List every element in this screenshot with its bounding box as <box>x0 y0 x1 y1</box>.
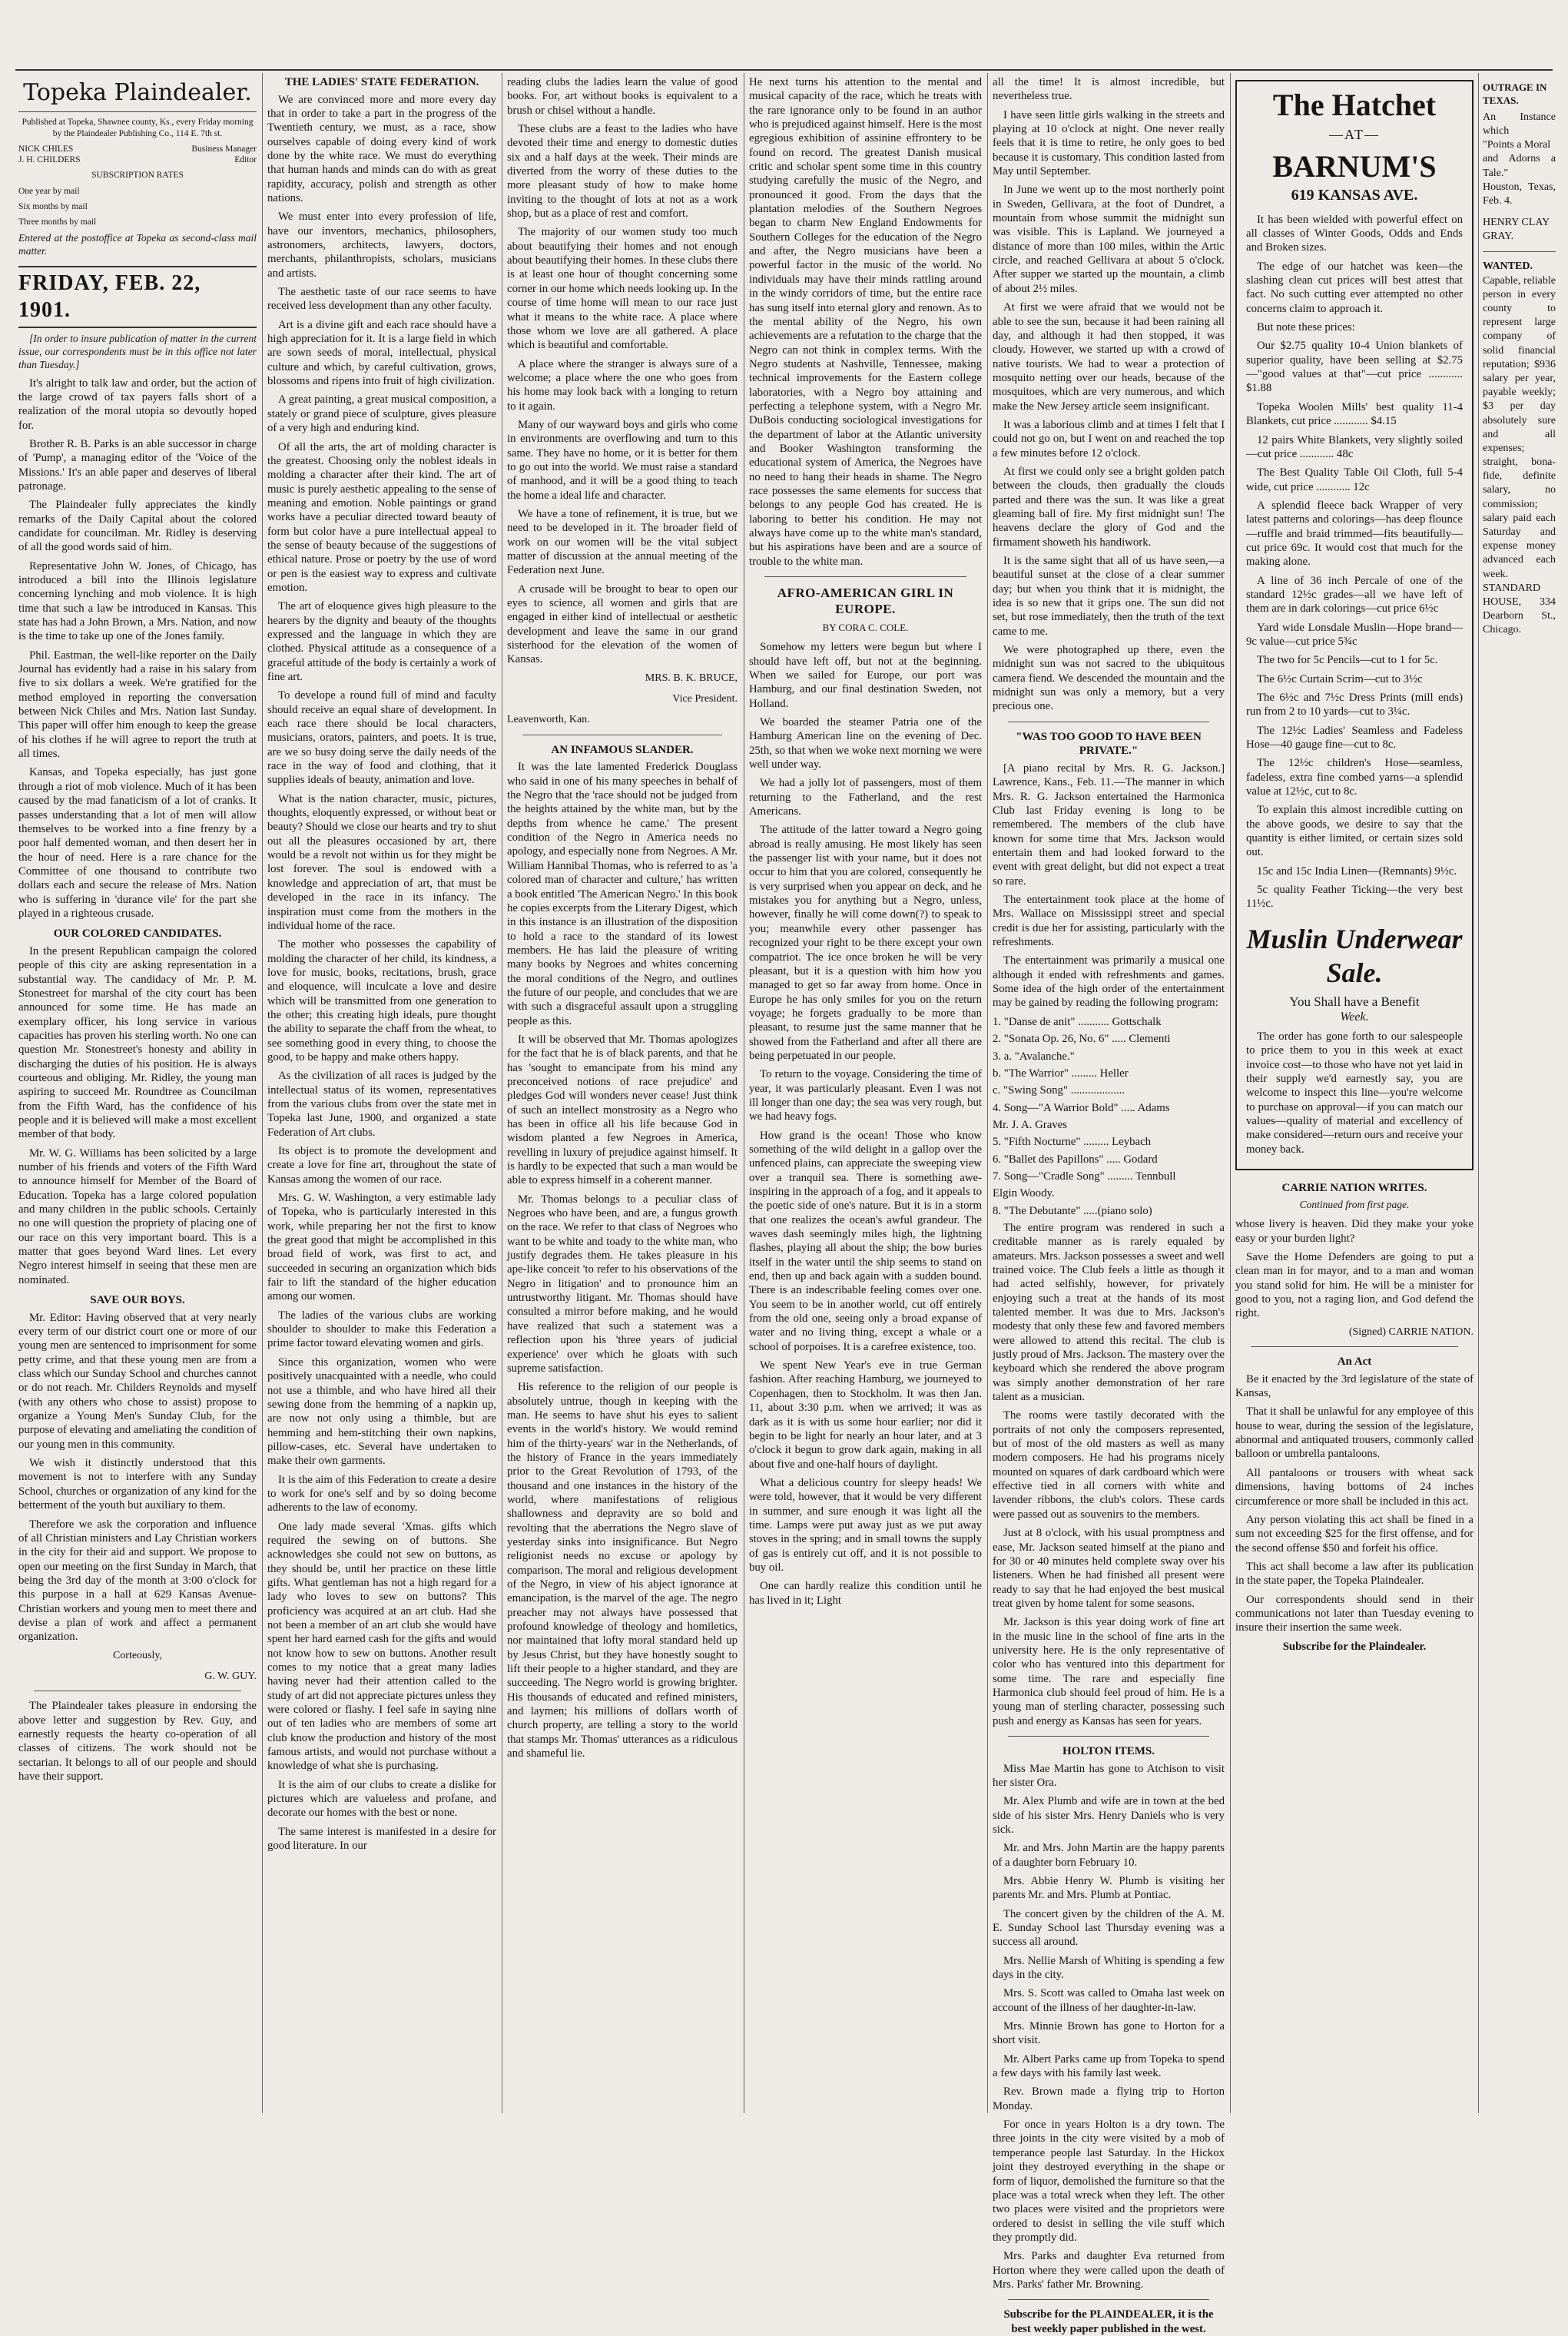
paragraph: Somehow my letters were begun but where I should have left off, but not at the beginning. When we sailed for Europe, our port was Hamburg, and our final destination Sweden, not Holland. <box>749 641 982 710</box>
paragraph: We boarded the steamer Patria one of the Hamburg American line on the evening of Dec. 25th, so that when we woke next morning we were well under way. <box>749 716 982 771</box>
column-5 <box>993 75 1225 2335</box>
news-item: The concert given by the children of the A. M. E. Sunday School last Thursday evening was a success all around. <box>993 1907 1225 1949</box>
news-item: Mrs. Nellie Marsh of Whiting is spending a few days in the city. <box>993 1954 1225 1982</box>
program-item: b. "The Warrior" ......... Heller <box>993 1067 1129 1080</box>
paragraph: Mr. W. G. Williams has been solicited by a large number of his friends and voters of the Fifth Ward to announce himself for Member of the Board of Education. Topeka has a large colored population and many children in the public schools. Certainly no one will question the propriety of placing one of our race on this very important board. This is a matter that goes beyond Ward lines. Let every Negro interest himself in seeing that these men are nominated. <box>18 1146 257 1286</box>
headline-carrie-nation: CARRIE NATION WRITES. <box>1281 1182 1427 1195</box>
ad-price-item: The Best Quality Table Oil Cloth, full 5-4 wide, cut price ............ 12c <box>1246 466 1463 493</box>
staff-role: Editor <box>234 155 257 165</box>
ad-address: 619 KANSAS AVE. <box>1291 186 1418 204</box>
program-list <box>993 1015 1225 1218</box>
paragraph: Art is a divine gift and each race should have a high appreciation for it. It is a large field in which are sown seeds of moral, intellectual, physical culture and which, by careful cultivation, grows, blossoms and ripens into fruit of high civilization. <box>267 318 496 388</box>
paragraph: The Plaindealer takes pleasure in endorsing the above letter and suggestion by Rev. Guy, and earnestly requests the hearty co-operation of all classes of citizens. The work should not be sectarian. It belongs to all of our people and should have their support. <box>18 1700 257 1784</box>
paragraph: Our correspondents should send in their communications not later than Tuesday evening to insure their insertion the same week. <box>1235 1593 1474 1634</box>
ad-price-item: 12 pairs White Blankets, very slightly soiled—cut price ............ 48c <box>1246 433 1463 460</box>
paragraph: A great painting, a great musical composition, a stately or grand piece of sculpture, gives pleasure of a very high and enduring kind. <box>267 393 496 435</box>
paragraph: The mother who possesses the capability of molding the character of her child, its kindness, a love for music, books, recitations, brush, grace and eloquence, will inculcate a love and desire which will be transmitted from one generation to the other; this creating high ideals, pure thought the ability to separate the chaff from the wheat, to see something good in every thing, to choose the good, to be happy and make others happy. <box>267 938 496 1063</box>
subscribe-notice: Subscribe for the PLAINDEALER, it is the best weekly paper published in the west. <box>1003 2308 1214 2335</box>
ad-price-item: The 6½c Curtain Scrim—cut to 3½c <box>1257 672 1423 685</box>
ad-paragraph: It has been wielded with powerful effect on all classes of Winter Goods, Odds and Ends and Broken sizes. <box>1246 213 1463 254</box>
program-item: 5. "Fifth Nocturne" ......... Leybach <box>993 1136 1152 1149</box>
paragraph: What is the nation character, music, pictures, thoughts, eloquently expressed, or without beat or beauty? Should we close our hearts and try to shut out all the pleasures occasioned by art, there would be a revolt not within us for they might be lost forever. The soul is endowed with a knowledge and appreciation of art, that must be developed in the race in its infancy. The inspiration must come from the mothers in the individual home of the race. <box>267 792 496 932</box>
paragraph: As the civilization of all races is judged by the intellectual status of its women, representatives from the various clubs from over the state met in Topeka last June, 1900, and organized a state Federation of Art clubs. <box>267 1070 496 1139</box>
headline-afro-american-girl: AFRO-AMERICAN GIRL IN EUROPE. <box>777 586 954 617</box>
news-item: Mrs. Parks and daughter Eva returned from Horton where they were called upon the death of Mrs. Parks' father Mr. Browning. <box>993 2250 1225 2291</box>
byline: BY CORA C. COLE. <box>822 622 909 634</box>
paragraph: At first we were afraid that we would not be able to see the sun, because it had been raining all day, and although it had then stopped, it was cloudy. However, we started up with a crowd of native tourists. We had to wear a protection of mosquito netting over our heads, because of the mosquitoes, which are very numerous, and which make the New Jersey article seem insignificant. <box>993 301 1225 413</box>
program-item: 8. "The Debutante" .....(piano solo) <box>993 1204 1152 1217</box>
paragraph: His reference to the religion of our people is absolutely untrue, though in keeping with the man. He seems to have shut his eyes to salient events in the world's history. We would remind him of the thirty-years' war in the Netherlands, of the history of France in the years immediately prior to the Great Revolution of 1793, of the thousand and one instances in the history of the world, where manifestations of religious shallowness and depravity are so bold and revolting that the aberrations the Negro slave of yesterday sinks into insignificance. But Negro religionist needs no excuse or apology by comparison. The moral and religious development of the Negro, in view of his abject ignorance at emancipation, is the marvel of the age. The negro preacher may not always have possessed that profound knowledge of theology and homiletics, nor maintained that lofty moral standard held up by Jesus Christ, but they have honestly sought to lift their people to a higher standard, and they are succeeding. The Negro world is growing brighter. His thousands of educated and refined ministers, and laymen; his millions of dollars worth of church property, are telling a story to the world that stamps Mr. Thomas' utterances as a ridiculous and shameful lie. <box>507 1381 738 1760</box>
ad-price-item: A splendid fleece back Wrapper of very latest patterns and colorings—has deep flounce—ruffle and braid trimmed—fits beautifully—cut price 69c. It would cost that much for the making alone. <box>1246 499 1463 569</box>
paragraph: whose livery is heaven. Did they make your yoke easy or your burden light? <box>1235 1218 1474 1245</box>
paragraph: Mrs. G. W. Washington, a very estimable lady of Topeka, who is particularly interested in this work, while preparing her not the first to know the great good that might be accomplished in this broad field of work, was first to act, and succeeded in securing an organization which bids fair to lift the standard of the higher education among our women. <box>267 1192 496 1303</box>
paragraph: We must enter into every profession of life, have our inventors, mechanics, philosophers, astronomers, architects, lawyers, doctors, merchants, philanthropists, scholars, musicians and artists. <box>267 211 496 280</box>
muslin-sale-heading: Muslin Underwear Sale. <box>1246 923 1463 989</box>
column-3 <box>507 75 738 2112</box>
ad-price-item: The 12½c children's Hose—seamless, fadeless, extra fine combed yarns—a splendid value at 12½c, cut to 8c. <box>1246 757 1463 798</box>
news-item: For once in years Holton is a dry town. The three joints in the city were visited by a mob of temperance people last Saturday. In the Hickox joint they destroyed everything in the shape or form of liquor, demolished the furniture so that the place was a total wreck when they left. The other two places were visited and the proprietors were ordered to desist in selling the vile stuff which they promptly did. <box>993 2119 1225 2244</box>
paragraph: The same interest is manifested in a desire for good literature. In our <box>267 1825 496 1853</box>
paragraph: Representative John W. Jones, of Chicago, has introduced a bill into the Illinois legislature concerning lynching and mob violence. It is high time that such a law be introduced in Kansas. This state has had a John Brown, a Mrs. Nation, and now is the time to take up one of the Jones family. <box>18 559 257 643</box>
paragraph: The art of eloquence gives high pleasure to the hearers by the dignity and beauty of the thoughts expressed and the language in which they are clothed. Physical attitude as a consequence of a graceful attitude of the body is certainly a work of fine art. <box>267 600 496 683</box>
paragraph: Kansas, and Topeka especially, has just gone through a riot of mob violence. Much of it has been caused by the mad fanaticism of a lot of cranks. It passes understanding that a lot of men will allow themselves to be worked into a fine frenzy by a poor half demented woman, and then desert her in the hour of need. Here is a rare chance for the Committee of one thousand to contribute two dollars each and secure the release of Mrs. Nation who is suffering in 'durance vile' for the part she played in a righteous crusade. <box>18 766 257 920</box>
paragraph: The attitude of the latter toward a Negro going abroad is really amusing. He most likely has seen the passenger list with your name, but it does not occur to him that you are colored, consequently he is very surprised when you appear on deck, and he mistakes you for anything but a Negro, unless, however, finally he will come down(?) to speak to you; meanwhile every other passenger has recognized your right to be there except your own compatriot. The ice once broken he will be very pleasant, but it is a question with him how you managed to get so far away from home. Once in Europe he has only smiles for you on the return voyage; he forgets gradually to be more than pleasant, to resume just the same manner that he showed from the Fatherland and after all there are being perpetuated in our people. <box>749 824 982 1062</box>
paragraph: Of all the arts, the art of molding character is the greatest. Choosing only the noblest ideals in molding a character after their kind. The art of music is purely aesthetic appealing to the sense of meaning and emotion. Noble paintings or grand works have a peculiar directed toward beauty of form but color have a pure intellectual appeal to the sense of beauty because of the suggestions of ethical nature. Prose or poetry by the use of word or pen is the easiest way to express and cultivate emotion. <box>267 440 496 594</box>
headline-save-our-boys: SAVE OUR BOYS. <box>90 1294 185 1307</box>
ad-paragraph: The order has gone forth to our salespeople to price them to you in this week at exact invoice cost—to those who have not yet laid in their supply we'd earnestly say, you are welcome to inspect this line—you're welcome to purchase on approval—if you can match our values—quality of material and excellency of make considered—return ours and receive your money back. <box>1246 1030 1463 1156</box>
paragraph: A place where the stranger is always sure of a welcome; a place where the one who goes from his home may look back with a longing to return to it again. <box>507 357 738 413</box>
signature: MRS. B. K. BRUCE, <box>645 672 738 684</box>
headline-an-act: An Act <box>1337 1355 1372 1369</box>
subscription-rate: Three months by mail <box>18 217 97 227</box>
top-rule <box>15 69 1553 71</box>
paragraph: Many of our wayward boys and girls who come in environments are overflowing and turn to this same. They have no home, or it is better for them to go out into the world. We must raise a standard of manhood, and it will be a good thing to teach the home a ideal life and character. <box>507 418 738 502</box>
column-6 <box>1235 75 1474 2112</box>
ad-price-item: The 6½c and 7½c Dress Prints (mill ends) run from 2 to 10 yards—cut to 3¼c. <box>1246 692 1463 718</box>
headline-colored-candidates: OUR COLORED CANDIDATES. <box>53 927 222 941</box>
paragraph: reading clubs the ladies learn the value of good books. For, art without books is equivalent to a brush or chisel without a handle. <box>507 76 738 117</box>
paragraph: Mr. Editor: Having observed that at very nearly every term of our district court one or more of our young men are sentenced to imprisonment for some petty crime, and that these young men are from a class which our Sunday School and churches cannot or do not reach. Mr. Childers Reynolds and myself (with any others who chose to assist) propose to organize a Young Men's Sunday Club, for the purpose of elevating and ameliating the condition of our young men in this community. <box>18 1311 257 1451</box>
program-item: 6. "Ballet des Papillons" ..... Godard <box>993 1153 1158 1166</box>
news-item: Miss Mae Martin has gone to Atchison to visit her sister Ora. <box>993 1762 1225 1789</box>
paragraph: Just at 8 o'clock, with his usual promptness and ease, Mr. Jackson seated himself at the piano and for 30 or 40 minutes held complete sway over his listeners. When he had finished all present were ready to say that he had enjoyed the best musical treat given by home talent for some seasons. <box>993 1527 1225 1610</box>
news-item: Mr. Albert Parks came up from Topeka to spend a few days with his family last week. <box>993 2052 1225 2080</box>
publication-info: Published at Topeka, Shawnee county, Ks., every Friday morning by the Plaindealer Publishing Co., 114 E. 7th st. <box>22 118 254 138</box>
wanted-text: Capable, reliable person in every county to represent large company of solid financial reputation; $936 salary per year, payable weekly; $3 per day absolutely sure and all expenses; straight, bona-fide, definite salary, no commission; salary paid each Saturday and expense money advanced each week. STANDARD HOUSE, 334 Dearborn St., Chicago. <box>1483 274 1556 636</box>
paragraph: The Plaindealer fully appreciates the kindly remarks of the Daily Capital about the colored candidate for councilman. Mr. Ridley is deserving of all the good words said of him. <box>18 499 257 554</box>
barnums-advertisement <box>1235 80 1474 1170</box>
ad-price-item: 5c quality Feather Ticking—the very best 11½c. <box>1246 884 1463 911</box>
headline-infamous-slander: AN INFAMOUS SLANDER. <box>551 743 694 756</box>
paragraph: It's alright to talk law and order, but the action of the large crowd of tax payers falls short of a realization of the moral utopia so devoutly hoped for. <box>18 377 257 432</box>
paragraph: That it shall be unlawful for any employee of this house to wear, during the session of the legislature, abnormal and antiquated trousers, commonly called balloon or umbrella pantaloons. <box>1235 1405 1474 1461</box>
paragraph: I have seen little girls walking in the streets and playing at 10 o'clock at night. One never really feels that it is time to retire, he only goes to bed because it is customary. This condition lasted from May until September. <box>993 108 1225 178</box>
headline-ladies-federation: THE LADIES' STATE FEDERATION. <box>284 76 479 88</box>
wanted-heading: WANTED. <box>1483 260 1533 273</box>
paragraph: We were photographed up there, even the midnight sun was not sacred to the ubiquitous camera fiend. We descended the mountain and the midnight sun was only a memory, but a very precious one. <box>993 644 1225 713</box>
paragraph: He next turns his attention to the mental and musical capacity of the race, which he treats with the rare ignorance only to be found in an author who is prejudiced against himself. Here is the most egregious exhibition of assinine effrontery to be found on record. The greatest Danish musical critic and scholar spent some time in this country studying carefully the music of the Negro, and pronounced it good. From the days that the plantation melodies of the Southern Negroes began to charm New England Endowments for Southern Colleges for the education of the Negro and after, the Negro musicians have been a powerful factor in the music of the world. No individuals may have their minds rattling around in the windy corridors of time, but the entire race has sung itself into eternal glory and renown. As to the mental ability of the Negro, his own achievements are a refutation to the charge that the Negro can not think in complex terms. With the Negro students at Nashville, Tennessee, making technical improvements for the Eastern college laboratories, with a Negro boy attaining and perfecting a telephone system, with a Negro Mr. DuBois conducting sociological investigations for the department of labor at the Atlantic university and Booker Washington transforming the educational system of America, the Negroes have no need to hang their heads in shame. The Negro race possesses the same elements for success that belongs to any people God has created. He is laboring to better his condition. He may not always have come up to the white man's standard, but his aspirations have been and are a source of trouble to the white man. <box>749 76 982 568</box>
letter-closing: Corteously, <box>112 1649 163 1661</box>
subscription-rate: Six months by mail <box>18 201 88 211</box>
paragraph: The ladies of the various clubs are working shoulder to shoulder to make this Federation a prime factor toward elevating women and girls. <box>267 1309 496 1350</box>
paragraph: The entire program was rendered in such a creditable manner as is rarely equaled by amateurs. Mrs. Jackson possesses a sweet and well trained voice. The Club feels a little as though it had acted selfishly, however, for privately enjoying such a treat at the hands of its most talented member. It was due to Mrs. Jackson's modesty that only these few and favored members were allowed to attend this recital. The club is justly proud of Mrs. Jackson. The mastery over the keyboard which she rendered the above program was simply another demonstration of her rare talent as a musician. <box>993 1221 1225 1404</box>
program-item: 4. Song—"A Warrior Bold" ..... Adams <box>993 1101 1170 1114</box>
ad-title: The Hatchet <box>1272 88 1437 122</box>
paragraph: What a delicious country for sleepy heads! We were told, however, that it would be very different in summer, and sure enough it was light all the time. Lamps were put away just as we put away stoves in the spring; and in small towns the supply of gas is entirely cut off, and it is not possible to buy oil. <box>749 1476 982 1574</box>
program-item: c. "Swing Song" ................... <box>993 1084 1125 1097</box>
paragraph: One lady made several 'Xmas. gifts which required the sewing on of buttons. She acknowledges she could not sew on buttons, as they should be, until her practice on these little gifts. What gentleman has not a high regard for a lady who loves to sew on buttons? This proficiency was acquired at an art club. Had she not been a member of an art club she would have spent her hard earned cash for the gifts and would not know how to sew on buttons. Another result comes to my notice that a great many ladies having never had their attention called to the study of art did not appreciate pictures unless they were colored or flashy. I feel safe in saying nine out of ten ladies who are members of some art club know the production and history of the most famous artists, and would not purchase without a knowledge of what she is purchasing. <box>267 1520 496 1773</box>
program-item: Mr. J. A. Graves <box>993 1118 1067 1131</box>
letter-signature: G. W. GUY. <box>204 1670 257 1682</box>
paragraph: The entertainment was primarily a musical one although it ended with refreshments and games. Some idea of the high order of the entertainment may be gained by reading the following program: <box>993 954 1225 1010</box>
carrie-signature: (Signed) CARRIE NATION. <box>1348 1326 1474 1338</box>
headline-holton-items: HOLTON ITEMS. <box>1062 1744 1155 1757</box>
paragraph: We are convinced more and more every day that in order to take a part in the progress of the Twentieth century, we must, as a race, show ourselves capable of doing every kind of work done by the white race. We must do everything that human hands and minds can do with as great rapidity, accuracy, polish and strength as other nations. <box>267 93 496 204</box>
divider <box>1251 1346 1458 1347</box>
paragraph: We spent New Year's eve in true German fashion. After reaching Hamburg, we journeyed to Copenhagen, then to Stockholm. It was then Jan. 11, about 3:30 p.m. when we arrived; it was as dark as it is with us some hour earlier; nor did it begin to be light for nearly an hour later, and at 3 o'clock it begun to grow dark again, making in all about five and one-half hours of daylight. <box>749 1359 982 1471</box>
texas-signature: HENRY CLAY GRAY. <box>1483 217 1550 243</box>
ad-paragraph: But note these prices: <box>1257 321 1355 334</box>
column-4 <box>749 75 982 2112</box>
paragraph: Mr. Jackson is this year doing work of fine art in the music line in the school of fine arts in the university here. He is the only representative of color who has ventured into this department for some time. The rare and especially fine Harmonica club should feel proud of him. He is a young man of sterling character, possessing such push and energy as Kansas has seen for years. <box>993 1616 1225 1727</box>
column-rule <box>987 73 988 2113</box>
program-item: 3. a. "Avalanche." <box>993 1050 1075 1063</box>
column-1 <box>18 75 257 2112</box>
paragraph: It is the aim of this Federation to create a desire to work for one's self and by so doing become adherents to the law of economy. <box>267 1473 496 1515</box>
divider <box>764 576 966 577</box>
paragraph: We had a jolly lot of passengers, most of them returning to the Fatherland, and the rest Americans. <box>749 777 982 818</box>
paragraph: It was the late lamented Frederick Douglass who said in one of his many speeches in behalf of the Negro that the 'race should not be judged from the heights attained by the white man, but by the depths from whence he came.' The present condition of the Negro in America needs no apology, and especially none from Negroes. A Mr. William Hannibal Thomas, who is referred to as 'a colored man of character and culture,' has written a book entitled 'The American Negro.' In this book he copies excerpts from the Literary Digest, which in this instance is an illustration of the disposition to hold a race to the standard of its lowest members. He has laid the pleasure of writing many books by Negroes and whites concerning the moral conditions of the Negro, and outlines the future of our people, and concludes that we are with such a disgraceful assault upon a struggling people as this. <box>507 761 738 1027</box>
paragraph: One can hardly realize this condition until he has lived in it; Light <box>749 1580 982 1607</box>
paragraph: To develope a round full of mind and faculty should receive an equal share of development. In each race there should be local characters, musicians, orators, painters, and poets. It is true, are we so busy doing serve the daily needs of the race in the way of food and clothing, that it supplies ideals of beauty, animation and love. <box>267 689 496 787</box>
ad-price-item: The two for 5c Pencils—cut to 1 for 5c. <box>1257 654 1438 667</box>
staff-row-2 <box>18 154 257 165</box>
column-2 <box>267 75 496 2112</box>
paragraph: How grand is the ocean! Those who know something of the wild delight in a gallop over the unfenced plains, can appreciate the sweeping view over a tranquil sea. There is something awe-inspiring in the approach of a fog, and it appeals to the poetic side of one's nature. But it is in a storm that one realizes the ocean's awful grandeur. The waves dash seemingly miles high, the lightning flashes, playing all about the ship; the bow buries itself in the water until the ship seems to stand on end, then up and back again with a sudden bound. There is an indescribable feeling comes over one. You seem to be in another world, cut off entirely from the old one, seeing only a broad expanse of water and no living thing, except a whale or a school of porpoises. It is a carefree existence, too. <box>749 1129 982 1353</box>
ad-price-item: The 12½c Ladies' Seamless and Fadeless Hose—40 gauge fine—cut to 8c. <box>1246 724 1463 752</box>
paragraph: It is the aim of our clubs to create a dislike for pictures which are valueless and profane, and decorate our homes with the best or none. <box>267 1778 496 1820</box>
paragraph: Brother R. B. Parks is an able successor in charge of 'Pump', a managing editor of the 'Voice of the Missions.' It's an able paper and deserves of liberal patronage. <box>18 437 257 493</box>
paragraph: Be it enacted by the 3rd legislature of the state of Kansas, <box>1235 1372 1474 1400</box>
paragraph: Its object is to promote the development and create a love for fine art, throughout the state of Kansas among the women of our race. <box>267 1145 496 1186</box>
paragraph: Therefore we ask the corporation and influence of all Christian ministers and Lay Christian workers in the city for their aid and support. We propose to open our meeting on the first Sunday in March, that being the 3rd day of the month at 3:00 o'clock for this purpose in a hall at 629 Kansas Avenue-Christian workers and young men to meet there and devise a plan of work and affect a permanent organization. <box>18 1518 257 1644</box>
paragraph: This act shall become a law after its publication in the state paper, the Topeka Plaindealer. <box>1235 1560 1474 1588</box>
paragraph: We have a tone of refinement, it is true, but we need to be developed in it. The broader field of work on our women will be the vital subject matter of discussion at the annual meeting of the Federation next June. <box>507 507 738 577</box>
paragraph: It is the same sight that all of us have seen,—a beautiful sunset at the close of a clear summer day; but when you think that it is midnight, the idea is so new that it grips one. The sun did not set, but rose immediately, then the truth of the text came to me. <box>993 555 1225 638</box>
paragraph: Any person violating this act shall be fined in a sum not exceeding $25 for the first offense, and for the second offense $50 and forfeit his office. <box>1235 1513 1474 1555</box>
staff-name: NICK CHILES <box>18 144 74 154</box>
issue-date: FRIDAY, FEB. 22, 1901. <box>18 266 257 328</box>
paragraph: It will be observed that Mr. Thomas apologizes for the fact that he is of black parents, and that he has 'sought to emancipate from his mind any preconceived notions of race prejudice' and pledges God will wonders never cease! Just think of such an intellect monstrosity as a Negro who has been in office all his life because God in wisdom planted a few Negroes in America, revelling in luxury of prejudice against himself. It is hardly to be expected that such a man would be able to express himself in a coherent manner. <box>507 1033 738 1187</box>
headline-outrage-texas: OUTRAGE IN TEXAS. <box>1483 81 1547 106</box>
continued-note: Continued from first page. <box>1299 1198 1410 1210</box>
subscription-rate: One year by mail <box>18 186 80 196</box>
paragraph: In the present Republican campaign the colored people of this city are asking representation in a substantial way. The candidacy of Mr. P. M. Stonestreet for marshal of the city court has been announced for some time. He has made an exemplary officer, his long service in various capacities has proven his sterling worth. No one can question Mr. Stonestreet's honesty and ability in discharging the duties of his position. He is always courteous and obliging. Mr. Ridley, the young man aspiring to succeed Mr. Roundtree as Councilman from the Fifth Ward, has the confidence of his people and it is believed will make a most excellent member of that body. <box>18 944 257 1141</box>
program-item: 7. Song—"Cradle Song" ......... Tennbull <box>993 1170 1176 1183</box>
paragraph: Save the Home Defenders are going to put a clean man in for mayor, and to a man and woman you stand solid for him. He will be a minister for good to you, not a raging lion, and God defend the right. <box>1235 1251 1474 1320</box>
entered-notice: Entered at the postoffice at Topeka as second-class mail matter. <box>18 232 257 257</box>
paragraph: To return to the voyage. Considering the time of year, it was particularly pleasant. Even I was not ill longer than one day; the sea was very rough, but we had heavy fogs. <box>749 1068 982 1123</box>
paragraph: all the time! It is almost incredible, but nevertheless true. <box>993 76 1225 103</box>
column-rule <box>1478 73 1479 2113</box>
staff-name: J. H. CHILDERS <box>18 155 81 165</box>
paragraph: At first we could only see a bright golden patch between the clouds, then gradually the clouds parted and there was the sun. It was like a great gleaming ball of fire. My first midnight sun! The heavens declare the glory of God and the firmament showeth his handiwork. <box>993 465 1225 549</box>
masthead-title: Topeka Plaindealer. <box>18 78 257 112</box>
divider <box>1483 251 1556 252</box>
program-item: 1. "Danse de anit" ........... Gottschalk <box>993 1015 1162 1028</box>
divider <box>1008 2299 1209 2300</box>
ad-store-name: BARNUM'S <box>1272 149 1437 184</box>
ad-price-item: Topeka Woolen Mills' best quality 11-4 Blankets, cut price ............ $4.15 <box>1246 400 1463 428</box>
paragraph: In June we went up to the most northerly point in Sweden, Gellivara, at the foot of Dundret, a mountain from whose summit the midnight sun was visible. This is Lapland. We journeyed a distance of more than 100 miles, within the Artic circle, and reached Gellivara at about 5 o'clock. After supper we started up the mountain, a climb of about 2½ miles. <box>993 184 1225 295</box>
paragraph: The entertainment took place at the home of Mrs. Wallace on Mississippi street and special credit is due her for assisting, particularly with the refreshments. <box>993 894 1225 949</box>
paragraph: The aesthetic taste of our race seems to have received less development than any other faculty. <box>267 286 496 313</box>
program-item: Elgin Woody. <box>993 1187 1055 1200</box>
subscribe-notice: Subscribe for the Plaindealer. <box>1282 1640 1427 1653</box>
ad-price-item: A line of 36 inch Percale of one of the standard 12½c grades—all we have left of them are in dark colorings—cut price 6½c <box>1246 574 1463 616</box>
news-item: Mr. and Mrs. John Martin are the happy parents of a daughter born February 10. <box>993 1842 1225 1869</box>
paragraph: All pantaloons or trousers with wheat sack dimensions, having bottoms of 24 inches circumference or more shall be included in this act. <box>1235 1466 1474 1508</box>
correspondent-notice: [In order to insure publication of matter in the current issue, our correspondents must be in this office not later than Tuesday.] <box>18 333 257 370</box>
texas-line: "Points a Moral <box>1483 139 1551 151</box>
staff-row-1 <box>18 144 257 154</box>
texas-line: and Adorns a Tale." <box>1483 153 1556 179</box>
column-7 <box>1483 75 1556 2112</box>
column-rule <box>262 73 263 2113</box>
program-item: 2. "Sonata Op. 26, No. 6" ..... Clementi <box>993 1033 1171 1046</box>
paragraph: Phil. Eastman, the well-like reporter on the Daily Journal has evidently had a raise in his salary from five to six dollars a week. We're gratified for the method employed in reporting the conversation between Nick Chiles and Mrs. Nation last Sunday. This paper will offer him enough to keep the grease of his clothes if he will agree to report the truth at all times. <box>18 649 257 761</box>
benefit-week: Week. <box>1340 1010 1369 1024</box>
paragraph: These clubs are a feast to the ladies who have devoted their time and energy to domestic duties six and a half days at the week. Their minds are diverted from the worry of these duties to the more pleasant study of how to make home inviting to the thought of lots at not as a work shop, but as a place of rest and comfort. <box>507 123 738 221</box>
staff-role: Business Manager <box>191 144 257 154</box>
headline-too-good: "WAS TOO GOOD TO HAVE BEEN PRIVATE." <box>1016 730 1202 758</box>
ad-price-item: Our $2.75 quality 10-4 Union blankets of superior quality, have been selling at $2.75—"good values at that"—cut price ............ $1.88 <box>1246 340 1463 395</box>
news-item: Mrs. S. Scott was called to Omaha last week on account of the illness of her daughter-in-law. <box>993 1987 1225 2014</box>
ad-price-item: To explain this almost incredible cutting on the above goods, we desire to say that the quantity is either limited, or certain sizes sold out. <box>1246 804 1463 859</box>
paragraph: A crusade will be brought to bear to open our eyes to science, all women and girls that are engaged in either kind of intellectual or aesthetic development and leave the same in our grand sisterhood for the elevation of the women of Kansas. <box>507 582 738 666</box>
ad-price-item: Yard wide Lonsdale Muslin—Hope brand—9c value—cut price 5¾c <box>1246 621 1463 648</box>
ad-at: —AT— <box>1329 127 1380 142</box>
benefit-line: You Shall have a Benefit <box>1289 994 1420 1010</box>
paragraph: Mr. Thomas belongs to a peculiar class of Negroes who have been, and are, a fungus growth on the race. We refer to that class of Negroes who want to be white and toady to the white man, who justify degrades them. He takes pleasure in his ape-like conceit 'to refer to his observations of the Negro in litigation' and to pronounce him an untrustworthy litigant. Mr. Thomas should have consulted a mirror before making, and he would have realized that such a statement was a reflection upon his 'three years of judicial experience' over which he gloats with such supreme satisfaction. <box>507 1193 738 1375</box>
dateline: Leavenworth, Kan. <box>507 714 590 726</box>
news-item: Rev. Brown made a flying trip to Horton Monday. <box>993 2085 1225 2112</box>
paragraph: [A piano recital by Mrs. R. G. Jackson.] Lawrence, Kans., Feb. 11.—The manner in which Mrs. R. G. Jackson entertained the Harmonica Club last Friday evening is long to be remembered. The members of the club have known for some time that Mrs. Jackson would entertain them and had looked forward to the event with great delight, but did not expect a treat so rare. <box>993 762 1225 888</box>
paragraph: Since this organization, women who were positively unacquainted with a needle, who could not use a thimble, and who have hired all their sewing done from the hemming of a napkin up, are now not only using a thimble, but are hemming and hem-stitching their own napkins, pillow-cases, etc. Several have undertaken to make their own garments. <box>267 1355 496 1468</box>
ad-paragraph: The edge of our hatchet was keen—the slashing clean cut prices will best attest that fact. No such cutting ever attempted no other concerns claim to approach it. <box>1246 260 1463 315</box>
paragraph: The majority of our women study too much about beautifying their homes and not enough about beautifying their homes. In these clubs there is at least one hour of thought concerning some corner in our home which needs looking up. In the course of time home will mean to our race just what it means to the white race. A place where those whom we love are all gathered. A place which is beautiful and comfortable. <box>507 226 738 352</box>
news-item: Mrs. Abbie Henry W. Plumb is visiting her parents Mr. and Mrs. Plumb at Pontiac. <box>993 1874 1225 1902</box>
signature-title: Vice President. <box>672 693 738 705</box>
paragraph: It was a laborious climb and at times I felt that I could not go on, but I went on and reached the top a few minutes before 12 o'clock. <box>993 418 1225 460</box>
news-item: Mrs. Minnie Brown has gone to Horton for a short visit. <box>993 2020 1225 2047</box>
divider <box>1008 1736 1209 1737</box>
paragraph: The rooms were tastily decorated with the portraits of not only the composers represented, but of most of the old masters as well as many modern composers. He had his programs nicely mounted on squares of dark cardboard which were effective tied in all corners with white and lavender ribbons, the club's colors. These cards were passed out as souvenirs to the members. <box>993 1409 1225 1521</box>
ad-price-item: 15c and 15c India Linen—(Remnants) 9½c. <box>1257 864 1457 878</box>
column-rule <box>1230 73 1231 2113</box>
subscription-heading: SUBSCRIPTION RATES <box>91 171 184 181</box>
news-item: Mr. Alex Plumb and wife are in town at the bed side of his sister Mrs. Henry Daniels who is very sick. <box>993 1795 1225 1836</box>
texas-line: An Instance which <box>1483 111 1556 137</box>
texas-line: Houston, Texas, Feb. 4. <box>1483 181 1556 207</box>
paragraph: We wish it distinctly understood that this movement is not to interfere with any Sunday School, churches or organization of any kind for the betterment of the youth but auxiliary to them. <box>18 1457 257 1512</box>
